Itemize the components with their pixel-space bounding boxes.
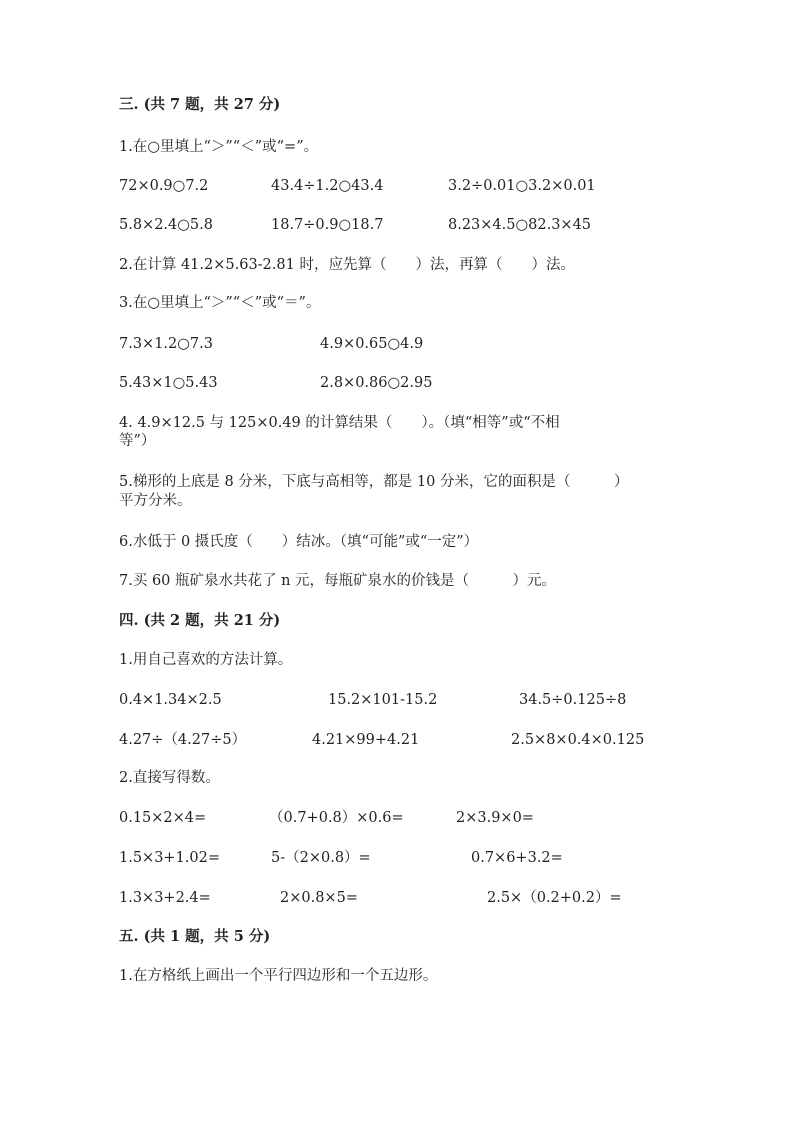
section-5-header: 五. (共 1 题，共 5 分) [119, 928, 271, 945]
expression: 5.43×1○5.43 [119, 375, 218, 391]
question-4-2-row-2 [119, 848, 719, 868]
expression: 2×0.8×5= [280, 890, 358, 906]
expression: 7.3×1.2○7.3 [119, 336, 213, 352]
expression: （0.7+0.8）×0.6= [269, 810, 404, 826]
question-3-7: 7.买 60 瓶矿泉水共花了 n 元，每瓶矿泉水的价钱是（ ）元。 [119, 573, 557, 589]
question-4-1-row-1 [119, 690, 719, 710]
expression: 18.7÷0.9○18.7 [271, 217, 384, 233]
expression: 5.8×2.4○5.8 [119, 217, 213, 233]
question-4-1-row-2 [119, 730, 719, 750]
expression: 0.4×1.34×2.5 [119, 692, 222, 708]
question-3-2: 2.在计算 41.2×5.63-2.81 时，应先算（ ）法，再算（ ）法。 [119, 257, 575, 273]
question-3-5-line-1: 5.梯形的上底是 8 分米，下底与高相等，都是 10 分米，它的面积是（ ） [119, 474, 629, 490]
question-4-1: 1.用自己喜欢的方法计算。 [119, 652, 293, 668]
question-4-2-row-1 [119, 808, 719, 828]
expression: 34.5÷0.125÷8 [519, 692, 627, 708]
expression: 2×3.9×0= [456, 810, 534, 826]
expression: 43.4÷1.2○43.4 [271, 178, 384, 194]
expression: 2.5×8×0.4×0.125 [511, 732, 645, 748]
section-3-header: 三. (共 7 题，共 27 分) [119, 96, 281, 113]
expression: 0.15×2×4= [119, 810, 207, 826]
question-3-1: 1.在○里填上“＞”“＜”或“=”。 [119, 139, 319, 155]
section-4-header: 四. (共 2 题，共 21 分) [119, 612, 281, 629]
question-3-5-line-2: 平方分米。 [119, 493, 192, 509]
question-3-4-line-1: 4. 4.9×12.5 与 125×0.49 的计算结果（ ）。（填“相等”或“不相 [119, 415, 560, 431]
question-4-2-row-3 [119, 888, 719, 908]
question-3-3-row-1 [119, 334, 719, 354]
expression: 72×0.9○7.2 [119, 178, 209, 194]
expression: 1.3×3+2.4= [119, 890, 211, 906]
question-3-6: 6.水低于 0 摄氏度（ ）结冰。（填“可能”或“一定”） [119, 534, 479, 550]
expression: 2.8×0.86○2.95 [320, 375, 433, 391]
expression: 4.21×99+4.21 [312, 732, 420, 748]
question-3-3: 3.在○里填上“＞”“＜”或“＝”。 [119, 295, 321, 311]
question-3-4-line-2: 等”） [119, 433, 156, 449]
expression: 2.5×（0.2+0.2）= [487, 890, 622, 906]
question-4-2: 2.直接写得数。 [119, 770, 220, 786]
expression: 0.7×6+3.2= [471, 850, 563, 866]
expression: 3.2÷0.01○3.2×0.01 [448, 178, 596, 194]
question-3-3-row-2 [119, 373, 719, 393]
question-3-1-row-2 [119, 215, 719, 235]
expression: 5-（2×0.8）= [271, 850, 371, 866]
question-5-1: 1.在方格纸上画出一个平行四边形和一个五边形。 [119, 968, 438, 984]
expression: 4.27÷（4.27÷5） [119, 732, 247, 748]
expression: 1.5×3+1.02= [119, 850, 221, 866]
question-3-1-row-1 [119, 176, 719, 196]
expression: 15.2×101-15.2 [328, 692, 438, 708]
expression: 4.9×0.65○4.9 [320, 336, 424, 352]
expression: 8.23×4.5○82.3×45 [448, 217, 592, 233]
